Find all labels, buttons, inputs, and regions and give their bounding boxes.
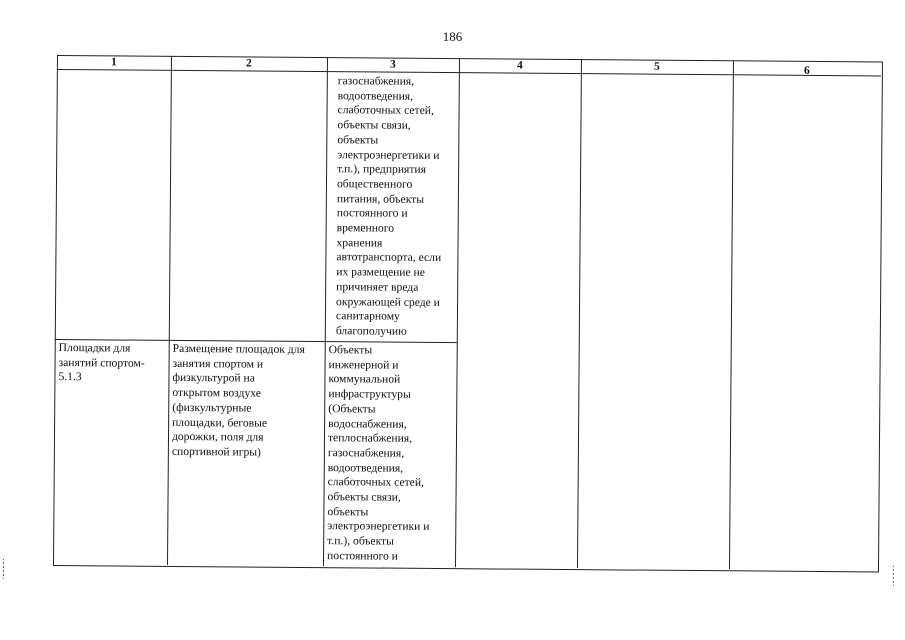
column-header-6: 6 xyxy=(803,64,810,77)
row2-permitted-uses: Объекты инженерной и коммунальной инфраструктуры (Объекты водоснабжения, теплоснабжения, газоснабжения, водоотведения, слаботочных сетей, объекты связи, объекты электроэнергетики и т.п.), объекты постоянного и xyxy=(327,343,430,563)
scan-edge-mark: : : : : : xyxy=(891,563,896,588)
column-header-3: 3 xyxy=(390,58,396,71)
row2-use-description: Размещение площадок для занятия спортом и физкультурой на открытом воздухе (физкультурные площадки, беговые дорожки, поля для спортивной игры) xyxy=(171,341,305,459)
page-number: 186 xyxy=(442,29,463,44)
column-header-2: 2 xyxy=(246,57,252,70)
row2-use-type: Площадки для занятий спортом- 5.1.3 xyxy=(58,341,145,384)
column-header-4: 4 xyxy=(517,59,523,72)
land-use-table xyxy=(53,55,883,572)
row1-permitted-uses: газоснабжения, водоотведения, слаботочных сетей, объекты связи, объекты электроэнергетики и т.п.), предприятия общественного питания, объекты постоянного и временного хранения автотранспорта, если их размещение не причиняет вреда окружающей среде и санитарному благополучию xyxy=(335,74,442,338)
column-header-1: 1 xyxy=(111,56,117,69)
column-header-5: 5 xyxy=(654,60,660,73)
scan-edge-mark: : : : : : xyxy=(1,556,6,581)
table-frame xyxy=(53,55,883,572)
